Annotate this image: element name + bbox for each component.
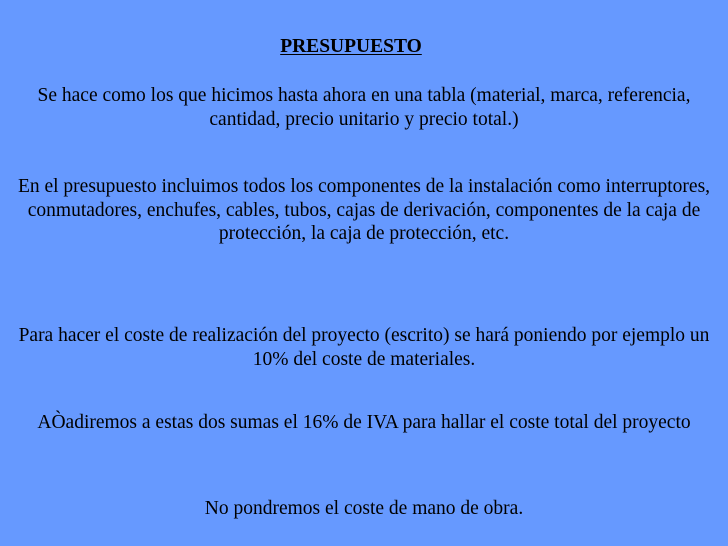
paragraph-project-cost: Para hacer el coste de realización del proyecto (escrito) se hará poniendo por ejemplo un 10% del coste de materiales. (18, 325, 710, 370)
paragraph-components: En el presupuesto incluimos todos los componentes de la instalación como interruptores, conmutadores, enchufes, cables, tubos, cajas de derivación, componentes de la caja de protección, la caja de protección, etc. (17, 176, 711, 244)
paragraph-labor: No pondremos el coste de mano de obra. (204, 498, 524, 519)
slide-title: PRESUPUESTO (280, 36, 422, 57)
paragraph-table-format: Se hace como los que hicimos hasta ahora en una tabla (material, marca, referencia, cantidad, precio unitario y precio total.) (37, 85, 691, 130)
paragraph-iva: AÒadiremos a estas dos sumas el 16% de IVA para hallar el coste total del proyecto (37, 412, 691, 433)
